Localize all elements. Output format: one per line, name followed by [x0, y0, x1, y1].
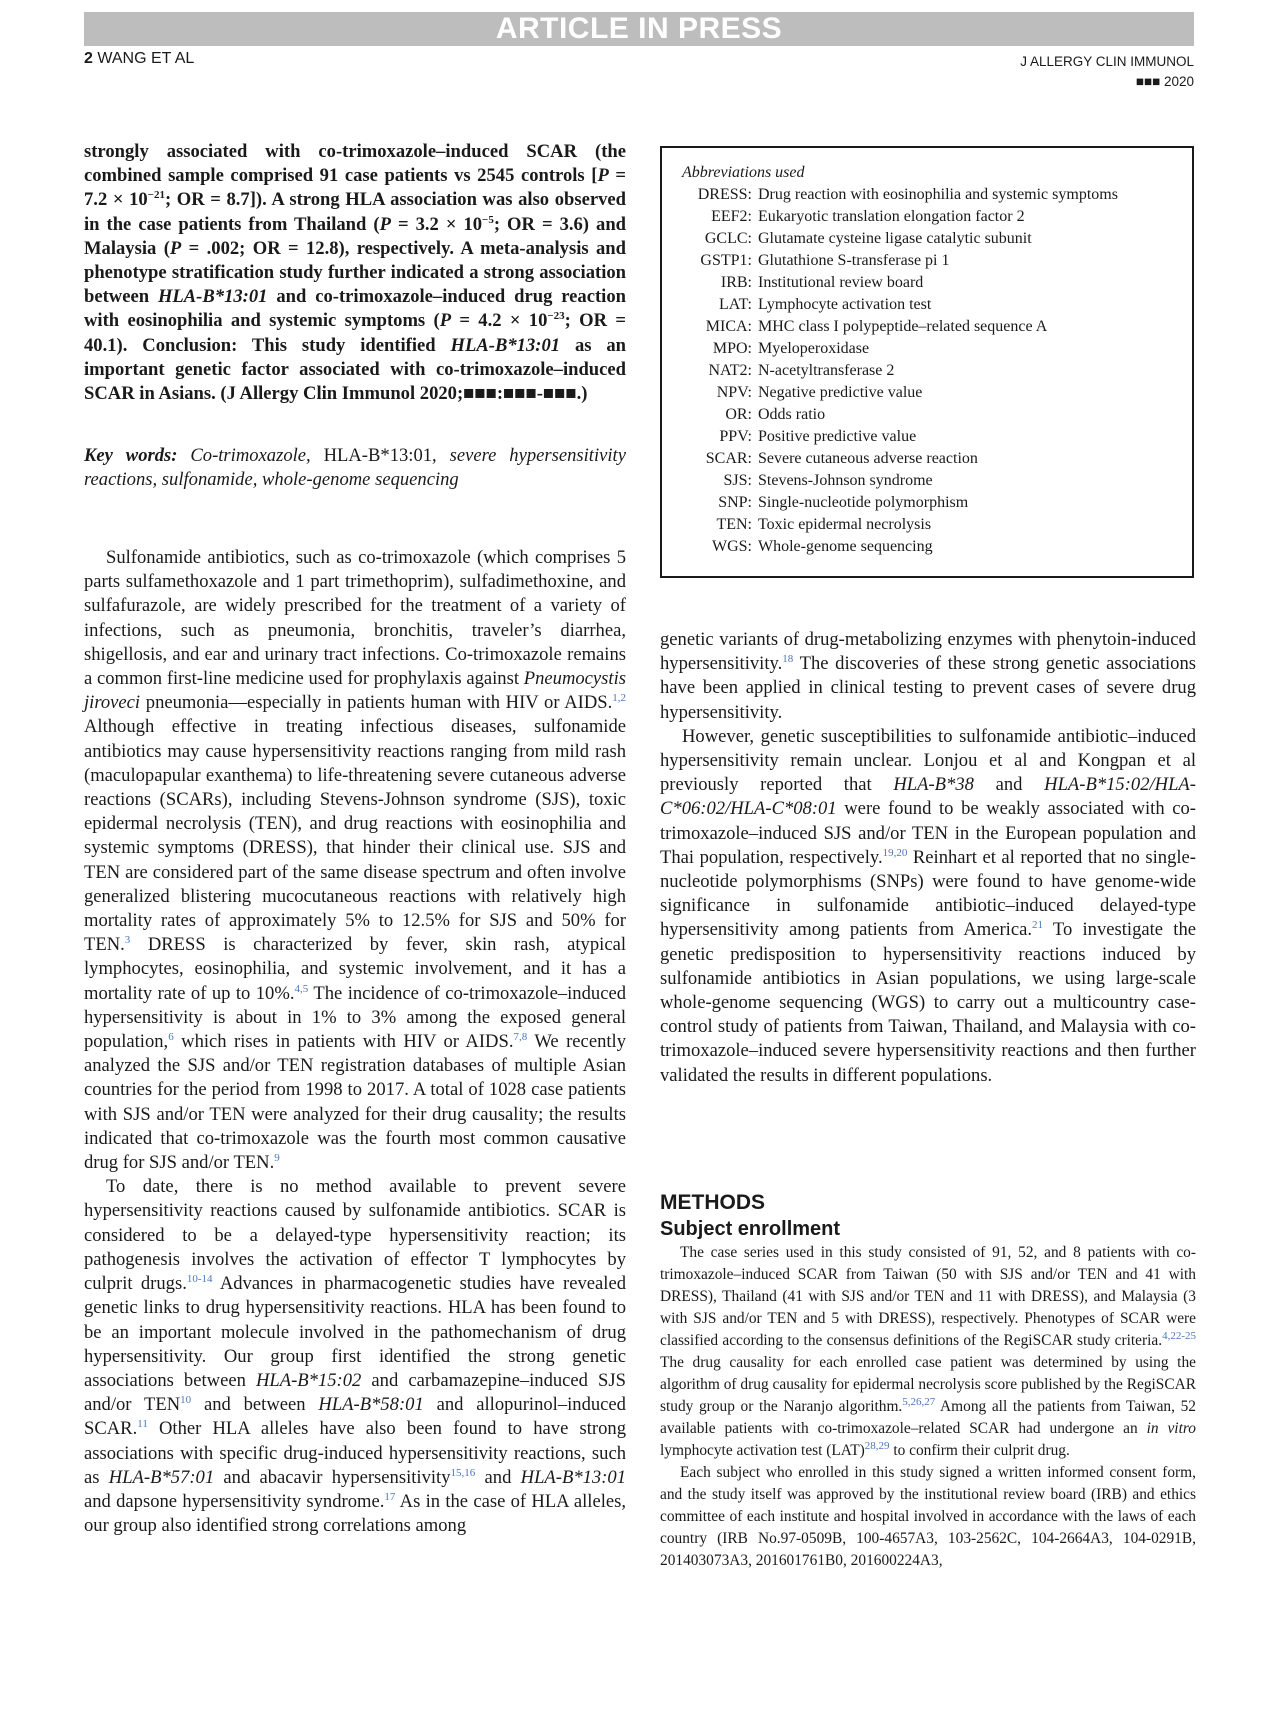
abbreviation-key: PPV:: [719, 428, 752, 445]
abbreviation-key: LAT:: [719, 296, 752, 313]
abbreviation-key: SNP:: [718, 494, 752, 511]
body-text: and between: [191, 1394, 319, 1416]
reference-link[interactable]: 4,22-25: [1162, 1329, 1196, 1342]
body-text: lymphocyte activation test (LAT): [660, 1442, 865, 1459]
latin-term: in vitro: [1146, 1420, 1196, 1437]
abbreviation-row: [682, 492, 1172, 514]
abbreviation-key: MICA:: [705, 318, 752, 335]
body-text: Sulfonamide antibiotics, such as co-trimoxazole (which comprises 5 parts sulfamethoxazole and 1 part trimethoprim), sulfadimethoxine, and sulfafurazole, are widely prescribed for the treatment of a variety of infections, such as pneumonia, bronchitis, traveler’s diarrhea, shigellosis, and ear and urinary tract infections. Co-trimoxazole remains a common first-line medicine used for prophylaxis against: [84, 547, 626, 690]
exponent: −21: [147, 189, 165, 202]
allele-name: HLA-B*13:01: [157, 286, 268, 308]
methods-paragraph-1: [660, 1242, 1196, 1462]
body-text: were found to be weakly associated with co-trimoxazole–induced SJS and/or TEN in the European population and Thai population, respectively.: [660, 798, 1196, 868]
body-text: As in the case of HLA alleles, our group also identified strong correlations among: [84, 1490, 626, 1537]
allele-name: HLA-B*13:01: [520, 1466, 626, 1488]
methods-heading: METHODS: [660, 1191, 765, 1214]
body-text: pneumonia—especially in patients human with HIV or AIDS.: [140, 692, 613, 714]
key-words-label: Key words:: [84, 445, 178, 466]
abstract-text: ; OR = 40.1). Conclusion: This study identified: [84, 310, 626, 356]
author-running-head: WANG ET AL: [97, 50, 195, 67]
reference-link[interactable]: 5,26,27: [902, 1395, 936, 1408]
body-text: However, genetic susceptibilities to sulfonamide antibiotic–induced hypersensitivity remain unclear. Lonjou et al and Kongpan et al previously reported that: [660, 725, 1196, 796]
body-text: genetic variants of drug-metabolizing enzymes with phenytoin-induced hypersensitivity.: [660, 629, 1196, 675]
abbreviation-key: DRESS:: [697, 186, 752, 203]
body-text: and: [973, 774, 1045, 796]
running-header-right: [1020, 52, 1194, 92]
abbreviation-row: [682, 514, 1172, 536]
intro-paragraph-4: [660, 725, 1196, 1088]
abstract-text: = .002; OR = 12.8), respectively. A meta-analysis and phenotype stratification study further indicated a strong association between: [84, 237, 626, 308]
abbreviations-box: [660, 146, 1194, 578]
allele-name: HLA-B*15:02: [255, 1369, 362, 1391]
abstract-text: strongly associated with co-trimoxazole–induced SCAR (the combined sample comprised 91 case patients vs 2545 controls [: [84, 141, 626, 187]
allele-name: HLA-B*57:01: [108, 1466, 215, 1488]
abbreviation-definition: Odds ratio: [758, 406, 826, 423]
abbreviation-definition: Whole-genome sequencing: [758, 538, 933, 555]
abstract-text: and co-trimoxazole–induced drug reaction with eosinophilia and systemic symptoms (: [84, 286, 626, 332]
abbreviation-row: [682, 426, 1172, 448]
abbreviation-definition: Single-nucleotide polymorphism: [758, 494, 969, 511]
reference-link[interactable]: 10: [180, 1393, 192, 1406]
abbreviation-row: [682, 294, 1172, 316]
abstract-text: = 7.2 × 10: [84, 165, 626, 211]
body-text: We recently analyzed the SJS and/or TEN registration databases of multiple Asian countries for the period from 1998 to 2017. A total of 1028 case patients with SJS and/or TEN were analyzed for their drug causality; the results indicated that co-trimoxazole was the fourth most common causative drug for SJS and/or TEN.: [84, 1031, 626, 1174]
body-text: To investigate the genetic predisposition to hypersensitivity reactions induced by sulfonamide antibiotics in Asian populations, we using large-scale whole-genome sequencing (WGS) to carry out a multicountry case-control study of patients from Taiwan, Thailand, and Malaysia with co-trimoxazole–induced severe hypersensitivity reactions and then further validated the results in different populations.: [660, 919, 1197, 1086]
body-text: and allopurinol–induced SCAR.: [84, 1394, 626, 1440]
allele-name: HLA-B*15:02/HLA-C*06:02/HLA-C*08:01: [660, 774, 1196, 820]
abbreviation-key: NPV:: [716, 384, 752, 401]
abbreviation-definition: N-acetyltransferase 2: [758, 362, 895, 379]
abbreviation-row: [682, 206, 1172, 228]
abbreviations-list: [682, 184, 1172, 558]
abbreviation-row: [682, 360, 1172, 382]
p-symbol: P: [379, 213, 391, 235]
body-text: The case series used in this study consisted of 91, 52, and 8 patients with co-trimoxazole–induced SCAR from Taiwan (50 with SJS and/or TEN and 41 with DRESS), Thailand (41 with SJS and/or TEN and 11 with DRESS), and Malaysia (3 with SJS and/or TEN and 5 with DRESS), respectively. Phenotypes of SCAR were classified according to the consensus definitions of the RegiSCAR study criteria.: [660, 1244, 1196, 1349]
abbreviation-row: [682, 250, 1172, 272]
abbreviation-key: MPO:: [712, 340, 752, 357]
abbreviation-key: GCLC:: [704, 230, 752, 247]
journal-name: J ALLERGY CLIN IMMUNOL: [1020, 54, 1194, 69]
p-symbol: P: [169, 237, 182, 259]
abbreviation-key: IRB:: [720, 274, 752, 291]
abstract-text: as an important genetic factor associated with co-trimoxazole–induced SCAR in Asians. (J Allergy Clin Immunol 2020;■■■:■■■-■■■.): [84, 334, 627, 405]
abbreviation-row: [682, 316, 1172, 338]
organism-name: Pneumocystis jiroveci: [84, 668, 626, 714]
abstract-text: = 3.2 × 10: [390, 213, 483, 235]
reference-link[interactable]: 17: [384, 1490, 396, 1503]
body-text: DRESS is characterized by fever, skin rash, atypical lymphocytes, eosinophilia, and systemic involvement, and it has a mortality rate of up to 10%.: [84, 934, 626, 1004]
body-text: The incidence of co-trimoxazole–induced hypersensitivity is about in 1% to 3% among the exposed general population,: [84, 982, 626, 1053]
abbreviation-key: SJS:: [723, 472, 752, 489]
allele-name: HLA-B*58:01: [318, 1394, 424, 1416]
body-text: Advances in pharmacogenetic studies have revealed genetic links to drug hypersensitivity reactions. HLA has been found to be an important molecule involved in the pathomechanism of drug hypersensitivity. Our group first identified the strong genetic associations between: [84, 1273, 626, 1391]
key-words-text: Co-trimoxazole,: [177, 445, 324, 466]
abbreviation-key: GSTP1:: [700, 252, 752, 269]
abstract-text: = 4.2 × 10: [451, 310, 548, 332]
reference-link[interactable]: 9: [274, 1151, 280, 1164]
reference-link[interactable]: 7,8: [513, 1030, 528, 1043]
allele-name: HLA-B*38: [893, 774, 974, 796]
key-words-allele: HLA-B*13:01,: [323, 445, 437, 466]
body-text: which rises in patients with HIV or AIDS.: [173, 1031, 514, 1053]
abbreviation-row: [682, 184, 1172, 206]
body-text: to confirm their culprit drug.: [889, 1442, 1070, 1459]
reference-link[interactable]: 21: [1031, 919, 1043, 932]
abbreviation-row: [682, 448, 1172, 470]
subject-enrollment-heading: Subject enrollment: [660, 1218, 841, 1240]
intro-paragraph-2: [84, 1175, 626, 1538]
reference-link[interactable]: 6: [168, 1030, 174, 1043]
abbreviation-row: [682, 228, 1172, 250]
body-text: Although effective in treating infectious diseases, sulfonamide antibiotics may cause hypersensitivity reactions ranging from mild rash (maculopapular exanthema) to life-threatening severe cutaneous adverse reactions (SCARs), including Stevens-Johnson syndrome (SJS), toxic epidermal necrolysis (TEN), and drug reactions with eosinophilia and systemic symptoms (DRESS), that hinder their clinical use. SJS and TEN are considered part of the same disease spectrum and often involve generalized blistering mucocutaneous reactions with relatively high mortality rates of approximately 5% to 12.5% for SJS and 50% for TEN.: [84, 716, 626, 956]
abbreviation-key: NAT2:: [708, 362, 752, 379]
abbreviation-row: [682, 338, 1172, 360]
methods-paragraph-2: Each subject who enrolled in this study signed a written informed consent form, and the study itself was approved by the institutional review board (IRB) and ethics committee of each institute and hospital involved in accordance with the laws of each country (IRB No.97-0509B, 100-4657A3, 103-2562C, 104-2664A3, 104-0291B, 201403073A3, 201601761B0, 201600224A3,: [660, 1464, 1196, 1569]
abbreviation-definition: Severe cutaneous adverse reaction: [758, 450, 978, 467]
body-text: To date, there is no method available to prevent severe hypersensitivity reactions caused by sulfonamide antibiotics. SCAR is considered to be a delayed-type hypersensitivity reaction; its pathogenesis involves the activation of effector T lymphocytes by culprit drugs.: [84, 1176, 626, 1295]
abbreviation-definition: Stevens-Johnson syndrome: [758, 472, 933, 489]
reference-link[interactable]: 19,20: [882, 846, 908, 859]
abbreviations-title: Abbreviations used: [682, 164, 805, 181]
issue-label: ■■■ 2020: [1135, 74, 1194, 89]
reference-link[interactable]: 10-14: [186, 1272, 213, 1285]
abbreviation-row: [682, 272, 1172, 294]
reference-link[interactable]: 4,5: [294, 982, 309, 995]
abbreviation-definition: Toxic epidermal necrolysis: [758, 516, 932, 533]
body-text: and abacavir hypersensitivity: [214, 1466, 451, 1488]
reference-link[interactable]: 28,29: [864, 1439, 890, 1452]
abbreviation-key: EEF2:: [711, 208, 752, 225]
reference-link[interactable]: 15,16: [450, 1466, 476, 1479]
p-symbol: P: [597, 165, 609, 187]
abbreviation-key: WGS:: [712, 538, 752, 555]
introduction-left-column: [84, 546, 626, 1538]
abstract-text: ; OR = 8.7]). A strong HLA association was also observed in the case patients from Thailand (: [84, 189, 626, 235]
reference-link[interactable]: 11: [137, 1418, 148, 1431]
body-text: Reinhart et al reported that no single-nucleotide polymorphisms (SNPs) were found to have genome-wide significance in sulfonamide antibiotic–induced delayed-type hypersensitivity among patients from America.: [660, 846, 1196, 941]
exponent: −23: [547, 310, 565, 323]
introduction-right-column: [660, 628, 1196, 1088]
abbreviation-definition: Myeloperoxidase: [758, 340, 870, 357]
abbreviation-row: [682, 404, 1172, 426]
abbreviation-row: [682, 470, 1172, 492]
abbreviation-row: [682, 536, 1172, 558]
abbreviation-definition: Eukaryotic translation elongation factor 2: [758, 208, 1025, 225]
key-words: [84, 444, 626, 492]
body-text: and carbamazepine–induced SJS and/or TEN: [84, 1369, 626, 1416]
intro-paragraph-3: [660, 628, 1196, 725]
methods-section: [660, 1190, 1196, 1572]
article-in-press-banner: ARTICLE IN PRESS: [84, 12, 1194, 46]
abbreviation-definition: Institutional review board: [758, 274, 924, 291]
abstract-continuation: [84, 140, 626, 406]
body-text: Other HLA alleles have also been found to have strong associations with specific drug-induced hypersensitivity reactions, such as: [84, 1418, 626, 1488]
abbreviation-definition: Glutathione S-transferase pi 1: [758, 252, 950, 269]
abbreviation-definition: Drug reaction with eosinophilia and systemic symptoms: [758, 186, 1118, 203]
reference-link[interactable]: 1,2: [612, 692, 626, 705]
abbreviation-key: TEN:: [716, 516, 752, 533]
reference-link[interactable]: 3: [124, 934, 131, 947]
exponent: −5: [482, 213, 494, 226]
body-text: The drug causality for each enrolled case patient was determined by using the algorithm of drug causality for epidermal necrolysis score published by the RegiSCAR study group or the Naranjo algorithm.: [660, 1354, 1196, 1415]
abbreviation-key: SCAR:: [705, 450, 752, 467]
body-text: The discoveries of these strong genetic associations have been applied in clinical testing to prevent cases of severe drug hypersensitivity.: [660, 653, 1196, 723]
abbreviation-definition: Glutamate cysteine ligase catalytic subunit: [758, 230, 1032, 247]
abbreviation-definition: Lymphocyte activation test: [758, 296, 932, 313]
abbreviation-definition: Positive predictive value: [758, 428, 917, 445]
reference-link[interactable]: 18: [782, 653, 794, 666]
body-text: and: [475, 1466, 521, 1488]
abbreviation-definition: MHC class I polypeptide–related sequence A: [758, 318, 1048, 335]
body-text: and dapsone hypersensitivity syndrome.: [84, 1490, 385, 1512]
abbreviation-definition: Negative predictive value: [758, 384, 923, 401]
running-header-left: [84, 50, 194, 68]
abbreviation-key: OR:: [725, 406, 752, 423]
p-symbol: P: [439, 310, 452, 332]
intro-paragraph-1: [84, 546, 626, 1175]
body-text: Among all the patients from Taiwan, 52 available patients with co-trimoxazole–related SCAR had undergone an: [660, 1398, 1196, 1437]
abstract-text: ; OR = 3.6) and Malaysia (: [84, 213, 626, 259]
key-words-text: severe hypersensitivity reactions, sulfonamide, whole-genome sequencing: [84, 445, 626, 491]
allele-name: HLA-B*13:01: [450, 334, 561, 356]
abbreviation-row: [682, 382, 1172, 404]
page-number: 2: [84, 50, 93, 67]
